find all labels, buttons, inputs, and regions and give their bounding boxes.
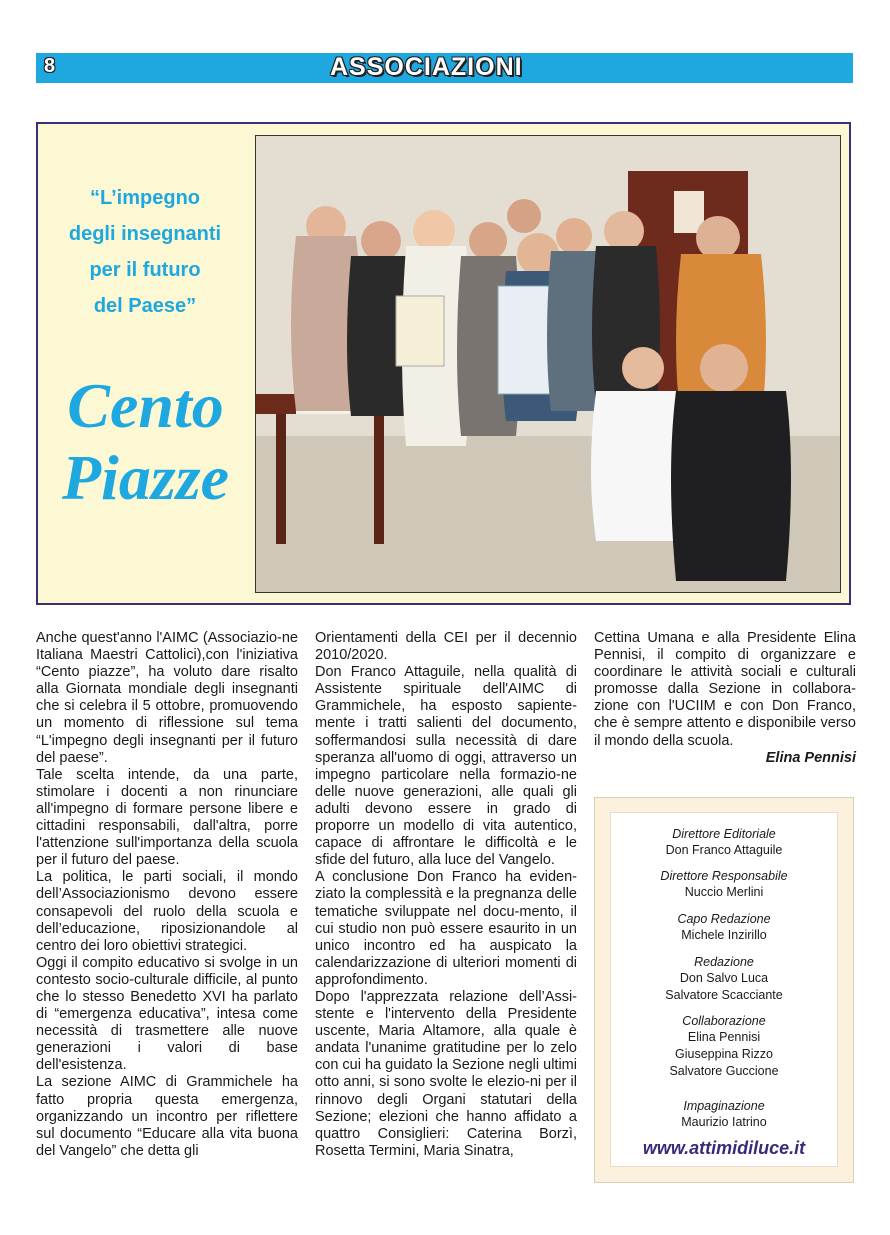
credit-role: Impaginazione <box>683 1099 765 1113</box>
quote-line: del Paese” <box>93 295 197 317</box>
credit-name: Salvatore Scacciante <box>665 988 783 1002</box>
article-column-2 <box>315 630 577 1160</box>
headline-line: Cento <box>67 370 224 441</box>
credit-role: Direttore Responsabile <box>660 869 788 883</box>
credit-role: Collaborazione <box>682 1014 766 1028</box>
quote-line: degli insegnanti <box>68 223 222 245</box>
credit-name: Don Salvo Luca <box>679 971 769 985</box>
quote-line: “L’impegno <box>90 187 200 209</box>
credit-name: Elina Pennisi <box>687 1030 761 1044</box>
paragraph: Orientamenti della CEI per il decennio 2010/2020. <box>315 630 577 664</box>
headline-line: Piazze <box>61 442 230 513</box>
article-column-3 <box>594 630 856 767</box>
group-photo <box>255 135 841 593</box>
credit-name: Nuccio Merlini <box>684 885 764 899</box>
quote-line: per il futuro <box>89 259 201 281</box>
paragraph: La politica, le parti sociali, il mondo dell’Associazionismo devono essere consapevoli del ruolo della scuola e dell’educazione, riposizionandole al centro dei loro obiettivi strategici. <box>36 869 298 954</box>
credit-name: Maurizio Iatrino <box>681 1115 767 1129</box>
section-title: ASSOCIAZIONI <box>330 53 523 81</box>
article-column-1 <box>36 630 298 1160</box>
paragraph: La sezione AIMC di Grammichele ha fatto propria questa emergenza, organizzando un incontro per riflettere sul documento “Educare alla vita buona del Vangelo” che detta gli <box>36 1074 298 1159</box>
paragraph: Tale scelta intende, da una parte, stimolare i docenti a non rinunciare all'impegno di formare persone libere e cittadini responsabili, dall'altra, porre l'attenzione sull'importanza della scuola per il futuro del paese. <box>36 766 298 869</box>
author-signature: Elina Pennisi <box>765 749 856 766</box>
credit-name: Michele Inzirillo <box>681 928 767 942</box>
credit-role: Direttore Editoriale <box>672 827 776 841</box>
page-number: 8 <box>44 55 56 77</box>
credit-name: Don Franco Attaguile <box>665 843 783 857</box>
paragraph: A conclusione Don Franco ha eviden-ziato la complessità e la pregnanza delle tematiche sviluppate nel docu-mento, il cui studio non può essere esaurito in un unico incontro ed ha auspicato la calendarizzazione di ulteriori momenti di approfondimento. <box>315 869 577 988</box>
website-link[interactable]: www.attimidiluce.it <box>642 1138 806 1158</box>
paragraph: Cettina Umana e alla Presidente Elina Pennisi, il compito di organizzare e coordinare le attività sociali e culturali promosse dalla Sezione in collabora-zione con l'UCIIM e con Don Franco, che è sempre attento e disponibile verso il mondo della scuola. <box>594 630 856 749</box>
group-photo-illustration <box>256 136 841 593</box>
credit-name: Salvatore Guccione <box>669 1064 779 1078</box>
paragraph: Don Franco Attaguile, nella qualità di Assistente spirituale dell'AIMC di Grammichele, ha esposto sapiente-mente i tratti salienti del documento, soffermandosi sulla necessità di dare speranza all'uomo di oggi, attraverso un impegno particolare nella formazio-ne delle nuove generazioni, alle quali gli adulti devono essere in grado di proporre un modello di vita autentico, capace di affrontare le difficoltà e le sfide del futuro, alla luce del Vangelo. <box>315 664 577 869</box>
credit-name: Giuseppina Rizzo <box>675 1047 773 1061</box>
paragraph: Oggi il compito educativo si svolge in un contesto socio-culturale difficile, al punto che lo stesso Benedetto XVI ha parlato di “emergenza educativa”, intesa come necessità di trasmettere alle nuove generazioni i valori di base dell'esistenza. <box>36 954 298 1074</box>
feature-headline <box>38 370 253 514</box>
credit-role: Redazione <box>694 955 754 969</box>
credit-role: Capo Redazione <box>677 912 771 926</box>
feature-quote <box>45 180 245 324</box>
paragraph: Anche quest'anno l'AIMC (Associazio-ne Italiana Maestri Cattolici),con l'iniziativa “Cento piazze”, ha voluto dare risalto alla Giornata mondiale degli insegnanti che si celebra il 5 ottobre, promuovendo un momento di riflessione sul tema “L'impegno degli insegnanti per il futuro del paese”. <box>36 630 298 766</box>
paragraph: Dopo l'apprezzata relazione dell’Assi-stente e l'intervento della Presidente uscente, Maria Altamore, alla quale è andata l'unanime gratitudine per lo zelo con cui ha guidato la Sezione negli ultimi otto anni, si sono svolte le elezio-ni per il rinnovo degli Organi statutari della Sezione; elezioni che hanno affidato a quattro Consiglieri: Caterina Borzì, Rosetta Termini, Maria Sinatra, <box>315 988 577 1159</box>
